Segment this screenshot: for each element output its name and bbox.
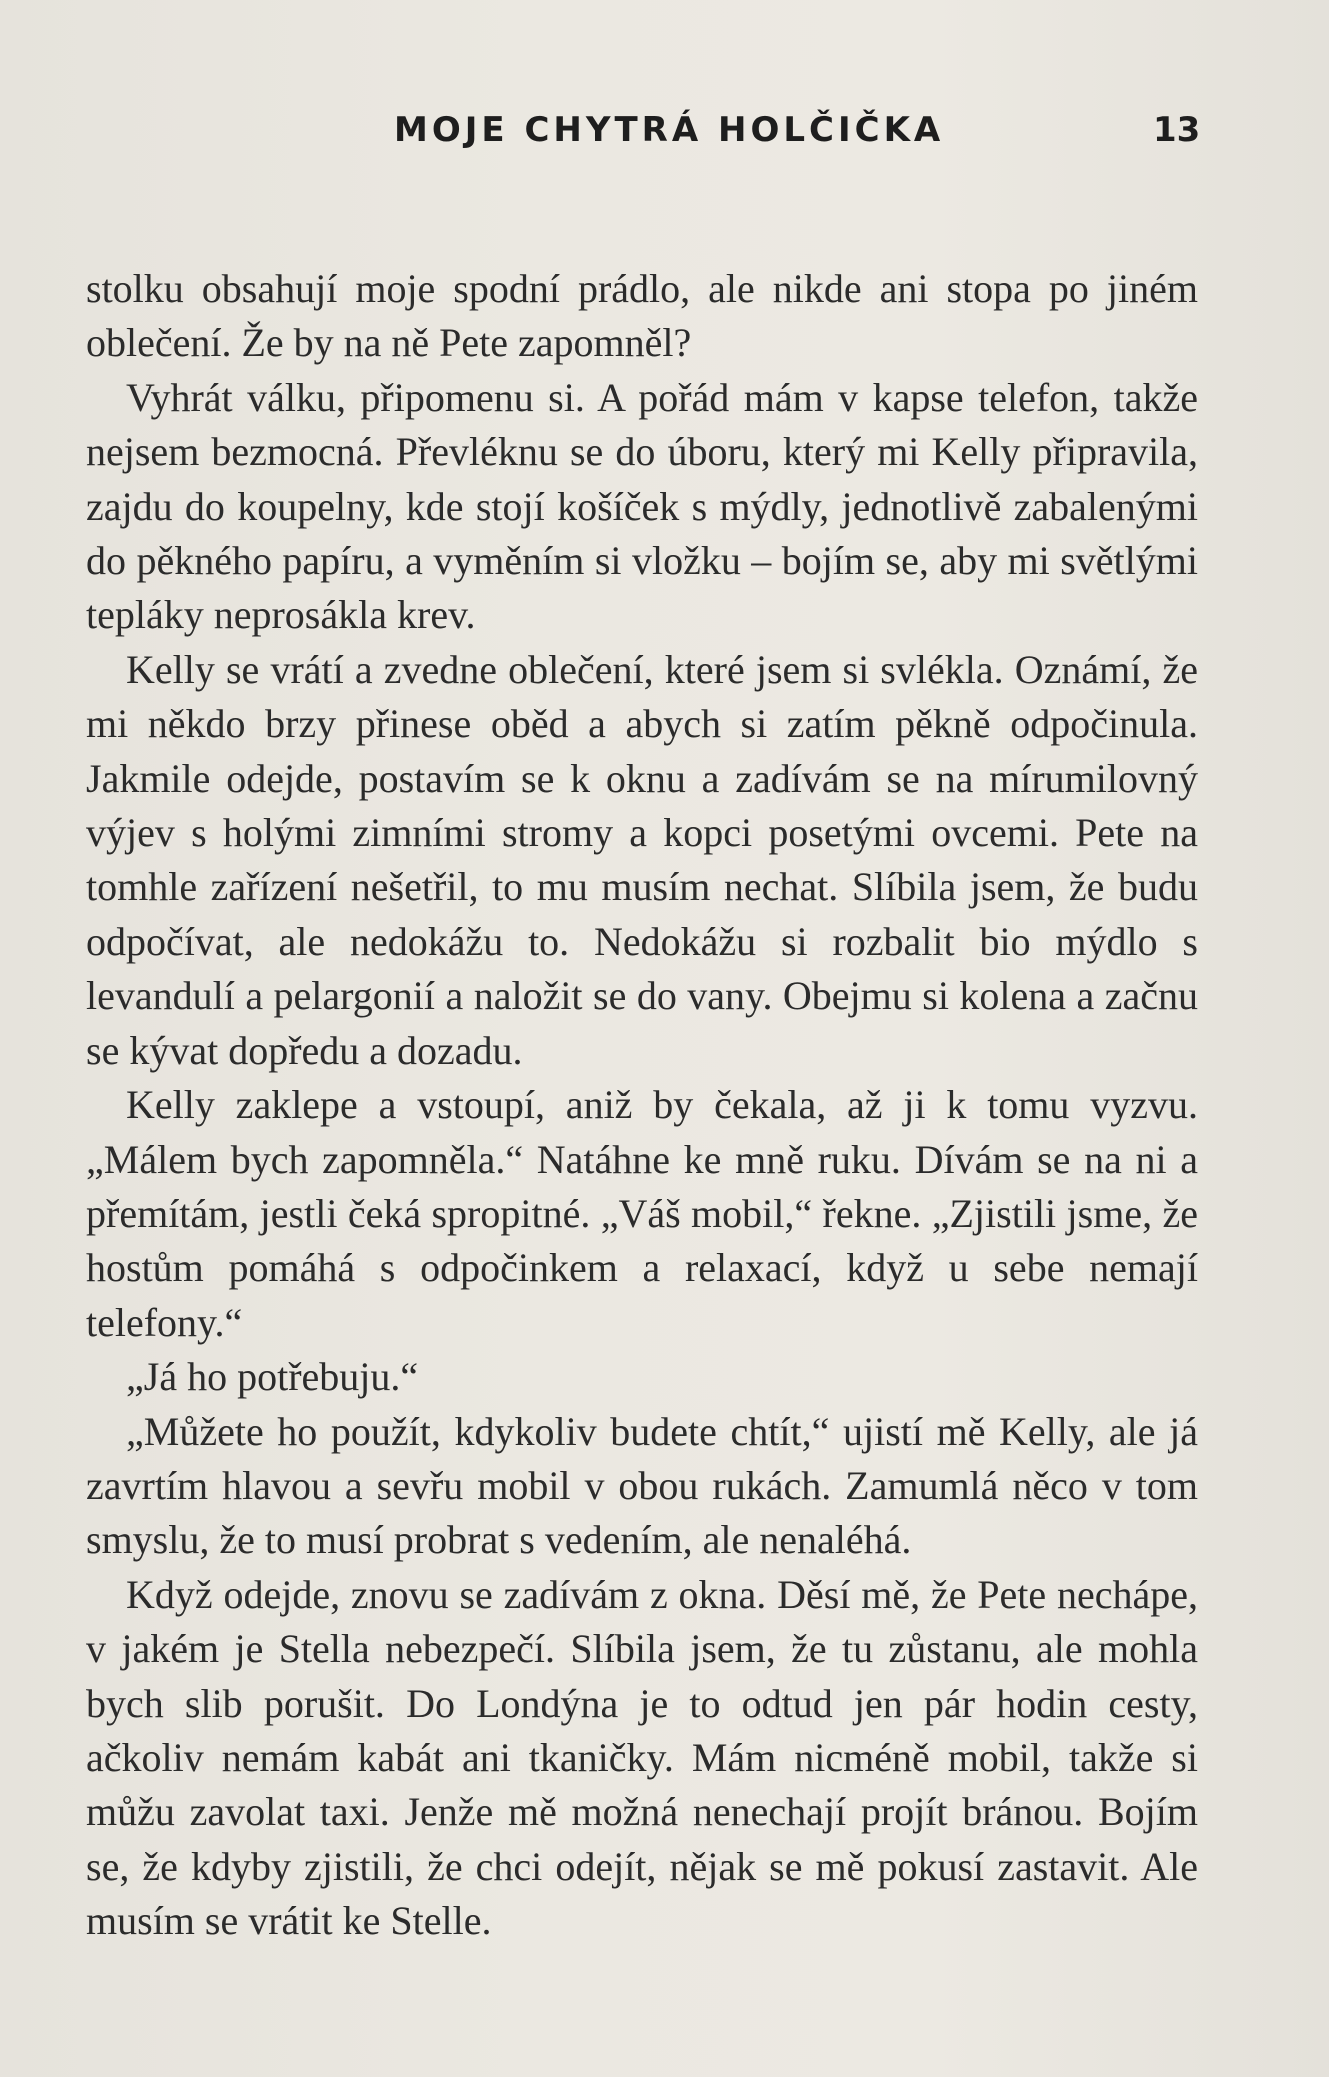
running-head: [0, 110, 1329, 160]
paragraph: Kelly se vrátí a zvedne oblečení, které jsem si svlékla. Oznámí, že mi někdo brzy přinese oběd a abych si zatím pěkně odpočinula. Jakmile odejde, postavím se k oknu a zadívám se na mírumilovný výjev s holými zimními stromy a kopci posetými ovcemi. Pete na tomhle zařízení nešetřil, to mu musím nechat. Slíbila jsem, že budu odpočívat, ale nedokážu to. Nedokážu si rozbalit bio mýdlo s levandulí a pelargonií a naložit se do vany. Obejmu si kolena a začnu se kývat dopředu a dozadu.: [86, 646, 1198, 1073]
paragraph: Kelly zaklepe a vstoupí, aniž by čekala, až ji k tomu vyzvu. „Málem bych zapomněla.“ Natáhne ke mně ruku. Dívám se na ni a přemítám, jestli čeká spropitné. „Váš mobil,“ řekne. „Zjistili jsme, že hostům pomáhá s odpočinkem a relaxací, když u sebe nemají telefony.“: [86, 1082, 1198, 1345]
body-text: [86, 262, 1198, 1949]
paragraph: stolku obsahují moje spodní prádlo, ale nikde ani stopa po jiném oblečení. Že by na ně Pete zapomněl?: [86, 266, 1198, 366]
paragraph: Vyhrát válku, připomenu si. A pořád mám v kapse telefon, takže nejsem bezmocná. Převléknu se do úboru, který mi Kelly připravila, zajdu do koupelny, kde stojí košíček s mýdly, jednotlivě zabalenými do pěkného papíru, a vyměním si vložku – bojím se, aby mi světlými tepláky neprosákla krev.: [86, 374, 1198, 638]
paragraph: „Já ho potřebuju.“: [126, 1354, 419, 1400]
paragraph: „Můžete ho použít, kdykoliv budete chtít,“ ujistí mě Kelly, ale já zavrtím hlavou a sevřu mobil v obou rukách. Zamumlá něco v tom smyslu, že to musí probrat s vedením, ale nenaléhá.: [86, 1408, 1198, 1563]
page-number: 13: [1153, 110, 1201, 150]
running-title: MOJE CHYTRÁ HOLČIČKA: [394, 110, 945, 150]
paragraph: Když odejde, znovu se zadívám z okna. Děsí mě, že Pete nechápe, v jakém je Stella nebezpečí. Slíbila jsem, že tu zůstanu, ale mohla bych slib porušit. Do Londýna je to odtud jen pár hodin cesty, ačkoliv nemám kabát ani tkaničky. Mám nicméně mobil, takže si můžu zavolat taxi. Jenže mě možná nenechají projít bránou. Bojím se, že kdyby zjistili, že chci odejít, nějak se mě pokusí zastavit. Ale musím se vrátit ke Stelle.: [86, 1571, 1198, 1944]
